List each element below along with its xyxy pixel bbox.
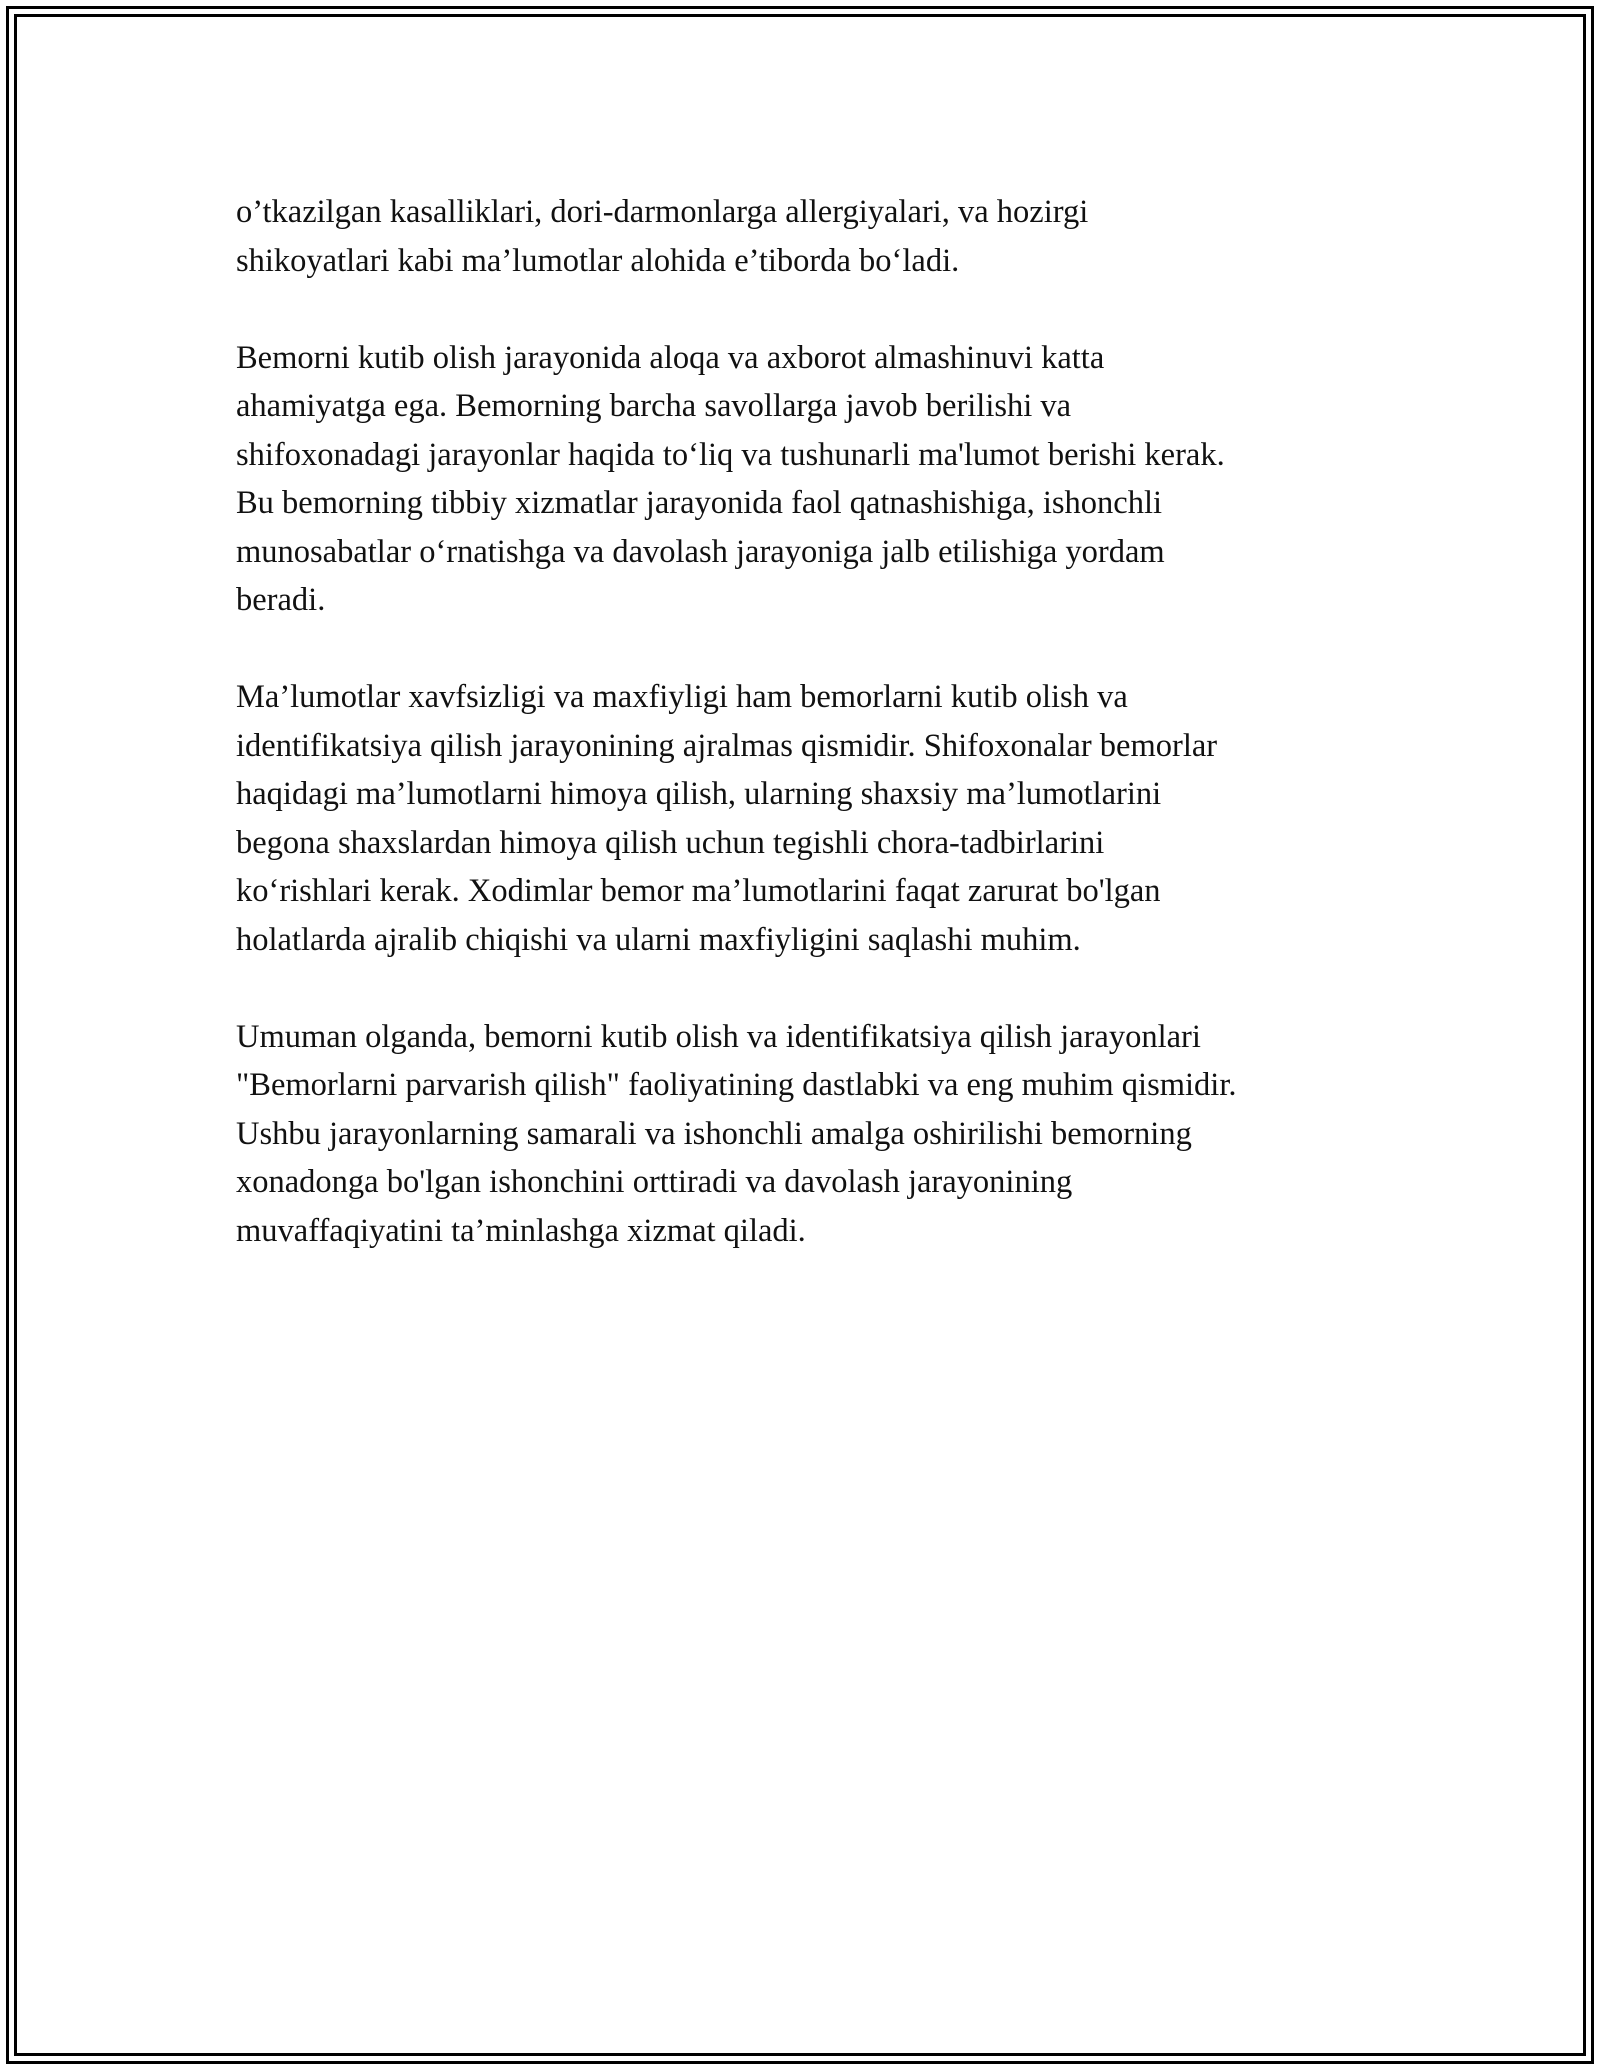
text-line: holatlarda ajralib chiqishi va ularni maxfiyligini saqlashi muhim. [236,921,1081,958]
text-line: Umuman olganda, bemorni kutib olish va identifikatsiya qilish jarayonlari [236,1018,1201,1055]
text-line: Ma’lumotlar xavfsizligi va maxfiyligi ham bemorlarni kutib olish va [236,679,1128,715]
text-line: xonadonga bo'lgan ishonchini orttiradi va davolash jarayonining [236,1164,1073,1200]
text-line: "Bemorlarni parvarish qilish" faoliyatining dastlabki va eng muhim qismidir. [236,1067,1237,1103]
text-line: haqidagi ma’lumotlarni himoya qilish, ularning shaxsiy ma’lumotlarini [236,776,1162,812]
paragraph-conclusion [236,1013,1376,1256]
text-line: Bemorni kutib olish jarayonida aloqa va axborot almashinuvi katta [236,339,1105,376]
text-line: shifoxonadagi jarayonlar haqida to‘liq va tushunarli ma'lumot berishi kerak. [236,436,1225,473]
text-line: o’tkazilgan kasalliklari, dori-darmonlarga allergiyalari, va hozirgi [236,194,1089,230]
paragraph-medical-history [236,188,1376,285]
paragraph-communication [236,334,1376,625]
text-line: begona shaxslardan himoya qilish uchun tegishli chora-tadbirlarini [236,824,1105,861]
text-line: Ushbu jarayonlarning samarali va ishonchli amalga oshirilishi bemorning [236,1115,1192,1152]
text-line: beradi. [236,582,326,618]
text-line: muvaffaqiyatini ta’minlashga xizmat qiladi. [236,1212,806,1249]
paragraph-data-security [236,673,1376,964]
text-line: munosabatlar o‘rnatishga va davolash jarayoniga jalb etilishiga yordam [236,533,1165,570]
text-line: ko‘rishlari kerak. Xodimlar bemor ma’lumotlarini faqat zarurat bo'lgan [236,873,1161,909]
text-line: shikoyatlari kabi ma’lumotlar alohida e’tiborda bo‘ladi. [236,242,960,279]
text-line: identifikatsiya qilish jarayonining ajralmas qismidir. Shifoxonalar bemorlar [236,727,1218,764]
text-line: Bu bemorning tibbiy xizmatlar jarayonida faol qatnashishiga, ishonchli [236,485,1163,521]
text-line: ahamiyatga ega. Bemorning barcha savollarga javob berilishi va [236,388,1072,424]
document-body [236,188,1376,1304]
